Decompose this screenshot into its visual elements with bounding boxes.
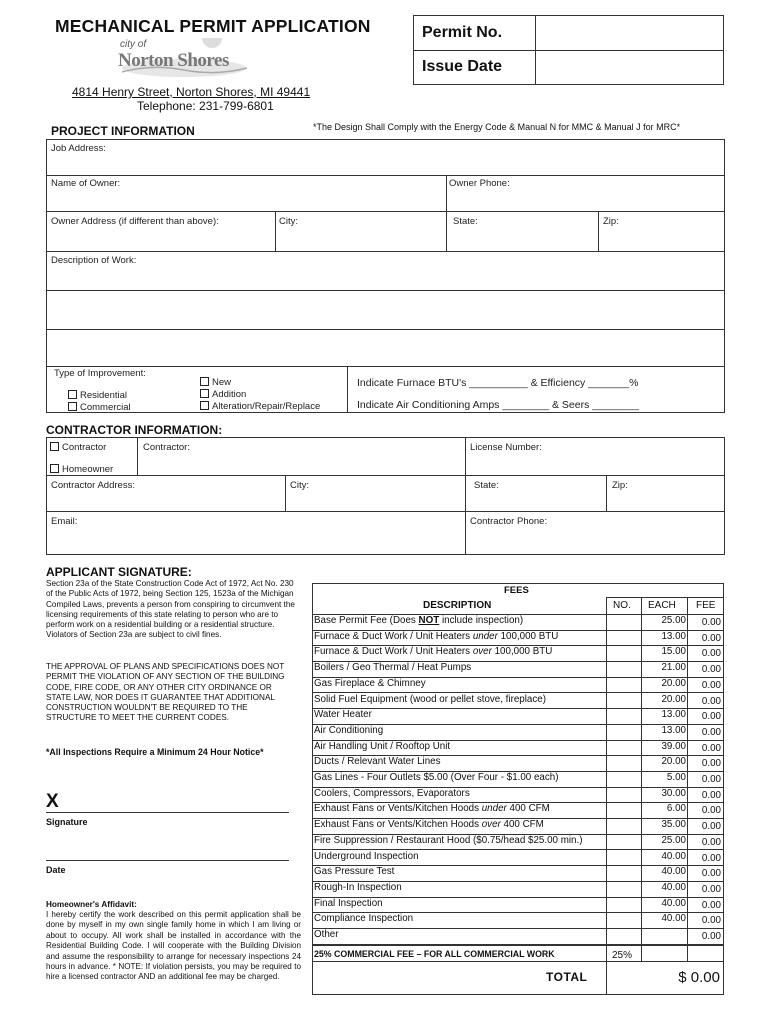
fee-amount: 0.00	[701, 789, 721, 801]
checkbox-icon[interactable]	[68, 390, 77, 399]
fee-description	[314, 866, 394, 877]
commercial-checkbox[interactable]: Commercial	[68, 402, 131, 413]
total-label: TOTAL	[546, 970, 588, 984]
owner-name-label: Name of Owner:	[51, 178, 121, 189]
section-23a-text: Section 23a of the State Construction Code Act of 1972, Act No. 230 of the Public Acts of 1972, being Section 125, 1523a of the Michigan Compiled Laws, prevents a person from conspiring to circumvent the licensing requirements of this state relating to person who are to perform work on a residential building or a residential structure. Violators of Section 23a are subject to civil fines.	[46, 579, 295, 640]
fees-col-description: DESCRIPTION	[423, 600, 492, 611]
commercial-fee-pct: 25%	[612, 950, 633, 961]
fee-amount: 0.00	[701, 883, 721, 895]
fee-amount: 0.00	[701, 711, 721, 723]
owner-zip-field[interactable]	[600, 228, 724, 250]
fee-desc-emphasis: NOT	[418, 615, 440, 626]
fee-no-field[interactable]	[607, 818, 641, 833]
fee-each: 21.00	[661, 662, 686, 674]
fees-title: FEES	[504, 585, 529, 596]
fee-no-field[interactable]	[607, 834, 641, 849]
fee-desc-text: Underground Inspection	[314, 850, 419, 862]
owner-city-field[interactable]	[277, 228, 445, 250]
checkbox-icon[interactable]	[200, 377, 209, 386]
issue-date-field[interactable]	[537, 51, 723, 84]
fee-amount: 0.00	[701, 617, 721, 628]
checkbox-icon[interactable]	[68, 402, 77, 411]
fee-desc-text: 100,000 BTU	[497, 630, 559, 642]
furnace-btu-line[interactable]: Indicate Furnace BTU's __________ & Efficiency _______%	[357, 377, 639, 389]
project-info-heading: PROJECT INFORMATION	[51, 124, 195, 138]
fee-no-field[interactable]	[607, 928, 641, 943]
fee-row	[313, 645, 723, 661]
fee-desc-text: Gas Pressure Test	[314, 866, 395, 878]
fee-no-field[interactable]	[607, 630, 641, 645]
contractor-state-field[interactable]	[467, 491, 605, 510]
fee-description	[314, 913, 413, 924]
contractor-zip-field[interactable]	[608, 491, 724, 510]
fee-each: 40.00	[661, 881, 686, 893]
logo-norton-shores: Norton Shores	[118, 50, 229, 71]
fees-col-each: EACH	[648, 600, 676, 611]
fee-no-field[interactable]	[607, 771, 641, 786]
fee-each: 40.00	[661, 866, 686, 878]
energy-code-note: *The Design Shall Comply with the Energy Code & Manual N for MMC & Manual J for MRC*	[313, 122, 681, 132]
alteration-checkbox[interactable]: Alteration/Repair/Replace	[200, 401, 320, 412]
contractor-checkbox[interactable]: Contractor	[50, 442, 106, 453]
license-number-field[interactable]	[467, 452, 724, 474]
contractor-state-label: State:	[474, 480, 499, 491]
fee-description	[314, 819, 544, 830]
residential-checkbox[interactable]: Residential	[68, 390, 127, 401]
fee-row	[313, 677, 723, 693]
fee-desc-text: Final Inspection	[314, 897, 383, 909]
fee-no-field[interactable]	[607, 881, 641, 896]
fee-row	[313, 881, 723, 897]
fee-each: 30.00	[661, 787, 686, 799]
fee-each: 15.00	[661, 646, 686, 658]
fee-description	[314, 662, 471, 673]
checkbox-icon[interactable]	[50, 442, 59, 451]
fee-description	[314, 756, 441, 767]
fee-amount: 0.00	[701, 742, 721, 754]
fee-desc-text: Exhaust Fans or Vents/Kitchen Hoods	[314, 819, 482, 831]
fee-row	[313, 928, 723, 944]
inspection-notice: *All Inspections Require a Minimum 24 Hour Notice*	[46, 747, 264, 757]
fee-no-field[interactable]	[607, 724, 641, 739]
fee-desc-text: Gas Fireplace & Chimney	[314, 677, 426, 689]
fee-desc-text: Air Conditioning	[314, 724, 384, 736]
fee-row	[313, 771, 723, 787]
fee-each: 20.00	[661, 677, 686, 689]
fee-desc-text: Base Permit Fee (Does	[314, 615, 419, 626]
fee-desc-text: Water Heater	[314, 709, 372, 721]
fee-description	[314, 803, 550, 814]
contractor-zip-label: Zip:	[612, 480, 628, 491]
owner-state-field[interactable]	[448, 228, 597, 250]
job-address-field[interactable]	[47, 152, 724, 174]
fee-description	[314, 851, 419, 862]
fee-row	[313, 724, 723, 740]
email-field[interactable]	[47, 527, 464, 554]
description-field[interactable]	[47, 266, 724, 365]
affidavit-title: Homeowner's Affidavit:	[46, 900, 137, 909]
fee-no-field[interactable]	[607, 865, 641, 880]
fee-row	[313, 755, 723, 771]
fee-description	[314, 788, 470, 799]
affidavit-text: I hereby certify the work described on this permit application shall be done by myself in my own single family home in which I am living or about to occupy. All work shall be installed in accordance with the Residential Building Code. I will cooperate with the Building Division and assume the responsibility to arrange for necessary inspections 24 hours in advance. * NOTE: If violation persists, you may be required to hire a licensed contractor AND an additional fee may be charged.	[46, 910, 301, 982]
fee-desc-text: 100,000 BTU	[491, 646, 553, 658]
fee-desc-text: Other	[314, 929, 339, 940]
fee-no-field[interactable]	[607, 661, 641, 676]
fee-each: 13.00	[661, 630, 686, 642]
fee-amount: 0.00	[701, 836, 721, 848]
fee-description	[314, 772, 559, 783]
fee-no-field[interactable]	[607, 787, 641, 802]
fee-each: 39.00	[661, 740, 686, 752]
owner-zip-label: Zip:	[603, 216, 619, 227]
fees-col-no: NO.	[613, 600, 631, 611]
fee-no-field[interactable]	[607, 740, 641, 755]
fee-desc-text: Coolers, Compressors, Evaporators	[314, 787, 470, 799]
fee-description	[314, 694, 546, 705]
applicant-signature-heading: APPLICANT SIGNATURE:	[46, 565, 192, 579]
fee-no-field[interactable]	[607, 677, 641, 692]
homeowner-checkbox[interactable]: Homeowner	[50, 464, 113, 475]
fee-no-field[interactable]	[607, 912, 641, 927]
fee-desc-text: Boilers / Geo Thermal / Heat Pumps	[314, 662, 472, 674]
fee-desc-text: Rough-In Inspection	[314, 881, 402, 893]
fee-each: 20.00	[661, 693, 686, 705]
contractor-phone-field[interactable]	[467, 527, 724, 554]
total-value: $ 0.00	[678, 969, 720, 986]
fee-amount: 0.00	[701, 915, 721, 927]
fee-row	[313, 787, 723, 803]
contractor-name-field[interactable]	[139, 452, 464, 474]
fee-row	[313, 630, 723, 646]
fee-each: 25.00	[661, 834, 686, 846]
fee-no-field[interactable]	[607, 850, 641, 865]
city-phone: Telephone: 231-799-6801	[137, 99, 274, 113]
fee-amount: 0.00	[701, 726, 721, 738]
type-of-improvement-label: Type of Improvement:	[54, 368, 146, 379]
fee-each: 40.00	[661, 913, 686, 925]
fee-amount: 0.00	[701, 679, 721, 691]
owner-address-label: Owner Address (if different than above):	[51, 216, 219, 227]
ac-amps-line[interactable]: Indicate Air Conditioning Amps ________ & Seers ________	[357, 399, 639, 411]
contractor-info-heading: CONTRACTOR INFORMATION:	[46, 423, 223, 437]
fee-row	[313, 740, 723, 756]
fee-desc-text: Compliance Inspection	[314, 913, 414, 925]
fee-no-field[interactable]	[607, 614, 641, 629]
date-label: Date	[46, 865, 66, 875]
fee-row	[313, 912, 723, 928]
fee-amount: 0.00	[701, 632, 721, 644]
fee-row	[313, 850, 723, 866]
fee-amount: 0.00	[701, 899, 721, 911]
fee-each: 6.00	[666, 803, 686, 815]
fee-desc-emphasis: over	[481, 819, 501, 831]
fee-desc-emphasis: over	[472, 646, 492, 658]
fee-amount: 0.00	[701, 664, 721, 676]
issue-date-label: Issue Date	[422, 58, 503, 75]
checkbox-icon[interactable]	[50, 464, 59, 473]
fee-amount: 0.00	[701, 648, 721, 660]
city-logo	[112, 38, 252, 80]
job-address-label: Job Address:	[51, 143, 106, 154]
fee-no-field[interactable]	[607, 802, 641, 817]
fee-desc-text: 400 CFM	[500, 819, 544, 831]
fee-desc-text: include inspection)	[439, 615, 524, 626]
fee-description	[314, 646, 552, 657]
fee-amount: 0.00	[701, 758, 721, 770]
fee-description	[314, 678, 426, 689]
logo-city-of: city of	[120, 39, 147, 50]
owner-state-label: State:	[453, 216, 478, 227]
owner-phone-field[interactable]	[448, 188, 724, 210]
fee-row	[313, 614, 723, 630]
fee-description	[314, 835, 582, 846]
fee-desc-text: Gas Lines - Four Outlets $5.00 (Over Four - $1.00 each)	[314, 772, 559, 783]
owner-city-label: City:	[279, 216, 298, 227]
fee-row	[313, 802, 723, 818]
fee-desc-text: Exhaust Fans or Vents/Kitchen Hoods	[314, 803, 482, 815]
addition-checkbox[interactable]: Addition	[200, 389, 246, 400]
fee-each: 25.00	[661, 615, 686, 626]
fee-no-field[interactable]	[607, 755, 641, 770]
fee-description	[314, 709, 372, 720]
fee-description	[314, 898, 383, 909]
fee-amount: 0.00	[701, 868, 721, 880]
checkbox-icon[interactable]	[200, 389, 209, 398]
contractor-phone-label: Contractor Phone:	[470, 516, 548, 527]
fee-amount: 0.00	[701, 852, 721, 864]
contractor-label: Contractor:	[143, 442, 190, 453]
permit-no-field[interactable]	[537, 16, 723, 49]
form-title: MECHANICAL PERMIT APPLICATION	[55, 16, 371, 36]
fee-desc-emphasis: under	[472, 630, 498, 642]
fee-each: 40.00	[661, 897, 686, 909]
fee-each: 40.00	[661, 850, 686, 862]
city-address: 4814 Henry Street, Norton Shores, MI 49441	[72, 85, 311, 99]
fee-no-field[interactable]	[607, 708, 641, 723]
commercial-fee-label: 25% COMMERCIAL FEE – FOR ALL COMMERCIAL WORK	[314, 949, 555, 959]
email-label: Email:	[51, 516, 78, 527]
fee-each: 13.00	[661, 709, 686, 721]
fee-desc-text: Air Handling Unit / Rooftop Unit	[314, 740, 451, 752]
fee-each: 20.00	[661, 756, 686, 768]
signature-label: Signature	[46, 817, 88, 827]
fee-desc-emphasis: under	[481, 803, 507, 815]
fee-description	[314, 615, 523, 626]
approval-notice: THE APPROVAL OF PLANS AND SPECIFICATIONS DOES NOT PERMIT THE VIOLATION OF ANY SECTION OF THE BUILDING CODE, FIRE CODE, OR ANY OTHER CITY ORDINANCE OR STATE LAW, NOR DOES IT GUARANTEE THAT ADDITIONAL CONSTRUCTION WOULDN'T BE REQUIRED TO THE STRUCTURE TO MEET THE CURRENT CODES.	[46, 662, 285, 723]
contractor-city-field[interactable]	[287, 491, 464, 510]
fee-no-field[interactable]	[607, 897, 641, 912]
fee-desc-text: Solid Fuel Equipment (wood or pellet stove, fireplace)	[314, 693, 546, 705]
contractor-city-label: City:	[290, 480, 309, 491]
contractor-address-field[interactable]	[47, 491, 284, 510]
fee-desc-text: Ducts / Relevant Water Lines	[314, 756, 441, 768]
signature-field[interactable]	[66, 790, 289, 811]
fee-desc-text: Furnace & Duct Work / Unit Heaters	[314, 630, 473, 642]
fee-row	[313, 865, 723, 881]
fee-amount: 0.00	[701, 931, 721, 942]
fee-description	[314, 882, 402, 893]
checkbox-icon[interactable]	[200, 401, 209, 410]
permit-no-label: Permit No.	[422, 24, 503, 41]
owner-address-field[interactable]	[47, 228, 274, 250]
fee-row	[313, 708, 723, 724]
fee-amount: 0.00	[701, 805, 721, 817]
license-number-label: License Number:	[470, 442, 542, 453]
fee-amount: 0.00	[701, 695, 721, 707]
contractor-address-label: Contractor Address:	[51, 480, 135, 491]
fee-amount: 0.00	[701, 821, 721, 833]
description-label: Description of Work:	[51, 255, 137, 266]
owner-phone-label: Owner Phone:	[449, 178, 510, 189]
fee-row	[313, 897, 723, 913]
fee-desc-text: Furnace & Duct Work / Unit Heaters	[314, 646, 473, 658]
fee-row	[313, 693, 723, 709]
fee-each: 5.00	[666, 772, 686, 783]
new-checkbox[interactable]: New	[200, 377, 231, 388]
fee-row	[313, 834, 723, 850]
owner-name-field[interactable]	[47, 188, 445, 210]
fee-description	[314, 741, 450, 752]
fee-desc-text: Fire Suppression / Restaurant Hood ($0.75/head $25.00 min.)	[314, 834, 583, 846]
fee-description	[314, 929, 339, 940]
fee-no-field[interactable]	[607, 645, 641, 660]
fee-no-field[interactable]	[607, 693, 641, 708]
fee-amount: 0.00	[701, 774, 721, 785]
fee-description	[314, 725, 383, 736]
fee-each: 13.00	[661, 724, 686, 736]
fee-each: 35.00	[661, 819, 686, 831]
fee-description	[314, 631, 558, 642]
fees-col-fee: FEE	[696, 600, 716, 611]
fee-row	[313, 661, 723, 677]
date-field[interactable]	[46, 838, 289, 859]
signature-x-mark: X	[46, 791, 59, 812]
fee-desc-text: 400 CFM	[506, 803, 550, 815]
fee-row	[313, 818, 723, 834]
